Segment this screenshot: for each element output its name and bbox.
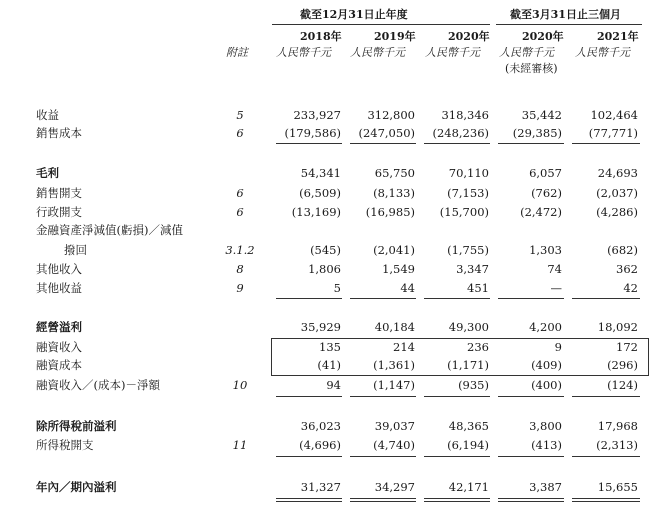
cell-impairment-2019: (2,041)	[373, 243, 415, 257]
cell-cost-of-sales-2019: (247,050)	[358, 126, 415, 140]
cell-gross-profit-2021-q1: 24,693	[597, 166, 638, 180]
cell-finance-costs-2018: (41)	[317, 358, 341, 372]
cell-selling-expenses-2020-q1: (762)	[531, 186, 562, 200]
cell-admin-expenses-2020: (15,700)	[439, 205, 489, 219]
cell-profit-for-period-2018: 31,327	[300, 480, 341, 494]
cell-gross-profit-2020: 70,110	[448, 166, 489, 180]
double-rule	[350, 498, 416, 502]
rule	[276, 396, 342, 397]
cell-other-income-2020: 3,347	[456, 262, 489, 276]
rule	[498, 143, 564, 144]
cell-selling-expenses-2020: (7,153)	[447, 186, 489, 200]
row-label-selling-expenses: 銷售開支	[36, 186, 82, 200]
cell-admin-expenses-2020-q1: (2,472)	[520, 205, 562, 219]
header-year-2020-q1: 2020年	[522, 30, 564, 43]
cell-other-income-2021-q1: 362	[616, 262, 638, 276]
cell-net-finance-2020: (935)	[458, 378, 489, 392]
cell-revenue-2018: 233,927	[293, 108, 341, 122]
row-label-admin-expenses: 行政開支	[36, 205, 82, 219]
cell-income-tax-2019: (4,740)	[373, 438, 415, 452]
cell-other-gains-2020-q1: —	[550, 281, 562, 295]
row-label-profit-before-tax: 除所得稅前溢利	[36, 419, 117, 433]
rule	[350, 143, 416, 144]
cell-finance-costs-2020-q1: (409)	[531, 358, 562, 372]
cell-admin-expenses-2019: (16,985)	[365, 205, 415, 219]
cell-finance-costs-2021-q1: (296)	[607, 358, 638, 372]
cell-profit-for-period-2020: 42,171	[448, 480, 489, 494]
cell-cost-of-sales-2020: (248,236)	[432, 126, 489, 140]
row-label-finance-costs: 融資成本	[36, 358, 82, 372]
row-note-cost-of-sales: 6	[236, 126, 244, 140]
rule	[572, 298, 640, 299]
cell-other-income-2019: 1,549	[382, 262, 415, 276]
cell-other-gains-2021-q1: 42	[623, 281, 638, 295]
rule	[276, 456, 342, 457]
cell-net-finance-2020-q1: (400)	[531, 378, 562, 392]
cell-profit-before-tax-2019: 39,037	[374, 419, 415, 433]
rule	[276, 143, 342, 144]
rule	[572, 396, 640, 397]
row-note-other-gains: 9	[236, 281, 244, 295]
cell-revenue-2021-q1: 102,464	[590, 108, 638, 122]
cell-profit-before-tax-2020-q1: 3,800	[529, 419, 562, 433]
rule	[424, 396, 490, 397]
row-label-finance-income: 融資收入	[36, 340, 82, 354]
cell-selling-expenses-2021-q1: (2,037)	[596, 186, 638, 200]
row-note-impairment: 3.1.2	[225, 243, 255, 257]
rule	[276, 298, 342, 299]
rule	[350, 298, 416, 299]
header-group-three-months: 截至3月31日止三個月	[510, 8, 621, 21]
rule	[350, 456, 416, 457]
cell-finance-income-2019: 214	[393, 340, 415, 354]
cell-revenue-2020-q1: 35,442	[521, 108, 562, 122]
cell-gross-profit-2018: 54,341	[300, 166, 341, 180]
row-note-other-income: 8	[236, 262, 244, 276]
header-group-fiscal-year: 截至12月31日止年度	[300, 8, 408, 21]
cell-finance-income-2020-q1: 9	[554, 340, 562, 354]
rule	[424, 143, 490, 144]
cell-other-gains-2020: 451	[467, 281, 489, 295]
rule	[572, 143, 640, 144]
row-label-net-finance: 融資收入／(成本)－淨額	[36, 378, 160, 392]
double-rule	[572, 498, 640, 502]
row-note-selling-expenses: 6	[236, 186, 244, 200]
header-year-2020: 2020年	[448, 30, 490, 43]
row-label-revenue: 收益	[36, 108, 59, 122]
row-label-cost-of-sales: 銷售成本	[36, 126, 82, 140]
header-currency-2018: 人民幣千元	[276, 46, 331, 59]
header-note: 附註	[226, 46, 248, 59]
header-currency-2019: 人民幣千元	[350, 46, 405, 59]
row-label-impairment-line1: 金融資產淨減值(虧損)／減值	[36, 223, 183, 237]
cell-gross-profit-2019: 65,750	[374, 166, 415, 180]
cell-impairment-2020-q1: 1,303	[529, 243, 562, 257]
cell-income-tax-2020: (6,194)	[447, 438, 489, 452]
row-label-other-gains: 其他收益	[36, 281, 82, 295]
cell-other-gains-2019: 44	[400, 281, 415, 295]
cell-operating-profit-2018: 35,929	[300, 320, 341, 334]
double-rule	[424, 498, 490, 502]
cell-cost-of-sales-2021-q1: (77,771)	[588, 126, 638, 140]
cell-operating-profit-2020-q1: 4,200	[529, 320, 562, 334]
cell-cost-of-sales-2018: (179,586)	[284, 126, 341, 140]
cell-finance-costs-2020: (1,171)	[447, 358, 489, 372]
cell-other-gains-2018: 5	[333, 281, 341, 295]
cell-income-tax-2018: (4,696)	[299, 438, 341, 452]
header-underline-fy	[272, 24, 490, 25]
header-currency-2020: 人民幣千元	[425, 46, 480, 59]
header-currency-2021-q1: 人民幣千元	[575, 46, 630, 59]
cell-operating-profit-2019: 40,184	[374, 320, 415, 334]
header-currency-2020-q1: 人民幣千元	[499, 46, 554, 59]
double-rule	[276, 498, 342, 502]
cell-impairment-2018: (545)	[310, 243, 341, 257]
row-label-impairment-line2: 撥回	[64, 243, 87, 257]
cell-gross-profit-2020-q1: 6,057	[529, 166, 562, 180]
row-label-income-tax: 所得稅開支	[36, 438, 94, 452]
cell-income-tax-2020-q1: (413)	[531, 438, 562, 452]
rule	[424, 456, 490, 457]
rule	[498, 298, 564, 299]
header-year-2019: 2019年	[374, 30, 416, 43]
cell-impairment-2021-q1: (682)	[607, 243, 638, 257]
cell-profit-before-tax-2020: 48,365	[448, 419, 489, 433]
cell-net-finance-2018: 94	[326, 378, 341, 392]
cell-revenue-2020: 318,346	[441, 108, 489, 122]
cell-admin-expenses-2021-q1: (4,286)	[596, 205, 638, 219]
rule	[498, 396, 564, 397]
cell-impairment-2020: (1,755)	[447, 243, 489, 257]
cell-operating-profit-2020: 49,300	[448, 320, 489, 334]
header-underline-3m	[496, 24, 642, 25]
row-label-gross-profit: 毛利	[36, 166, 59, 180]
cell-finance-income-2020: 236	[467, 340, 489, 354]
cell-selling-expenses-2019: (8,133)	[373, 186, 415, 200]
cell-other-income-2018: 1,806	[308, 262, 341, 276]
cell-profit-before-tax-2018: 36,023	[300, 419, 341, 433]
cell-selling-expenses-2018: (6,509)	[299, 186, 341, 200]
header-year-2018: 2018年	[300, 30, 342, 43]
cell-profit-for-period-2019: 34,297	[374, 480, 415, 494]
row-label-operating-profit: 經營溢利	[36, 320, 82, 334]
row-label-other-income: 其他收入	[36, 262, 82, 276]
cell-profit-for-period-2021-q1: 15,655	[597, 480, 638, 494]
cell-net-finance-2021-q1: (124)	[607, 378, 638, 392]
double-rule	[498, 498, 564, 502]
rule	[572, 456, 640, 457]
cell-admin-expenses-2018: (13,169)	[291, 205, 341, 219]
row-label-profit-for-period: 年內／期內溢利	[36, 480, 117, 494]
cell-finance-income-2021-q1: 172	[616, 340, 638, 354]
rule	[424, 298, 490, 299]
cell-revenue-2019: 312,800	[367, 108, 415, 122]
row-note-net-finance: 10	[232, 378, 248, 392]
cell-cost-of-sales-2020-q1: (29,385)	[512, 126, 562, 140]
header-year-2021-q1: 2021年	[597, 30, 639, 43]
rule	[498, 456, 564, 457]
row-note-income-tax: 11	[232, 438, 248, 452]
row-note-revenue: 5	[236, 108, 244, 122]
cell-other-income-2020-q1: 74	[547, 262, 562, 276]
cell-profit-before-tax-2021-q1: 17,968	[597, 419, 638, 433]
cell-income-tax-2021-q1: (2,313)	[596, 438, 638, 452]
row-note-admin-expenses: 6	[236, 205, 244, 219]
header-unaudited: (未經審核)	[505, 62, 558, 75]
rule	[350, 396, 416, 397]
cell-profit-for-period-2020-q1: 3,387	[529, 480, 562, 494]
cell-finance-income-2018: 135	[319, 340, 341, 354]
cell-net-finance-2019: (1,147)	[373, 378, 415, 392]
cell-finance-costs-2019: (1,361)	[373, 358, 415, 372]
cell-operating-profit-2021-q1: 18,092	[597, 320, 638, 334]
